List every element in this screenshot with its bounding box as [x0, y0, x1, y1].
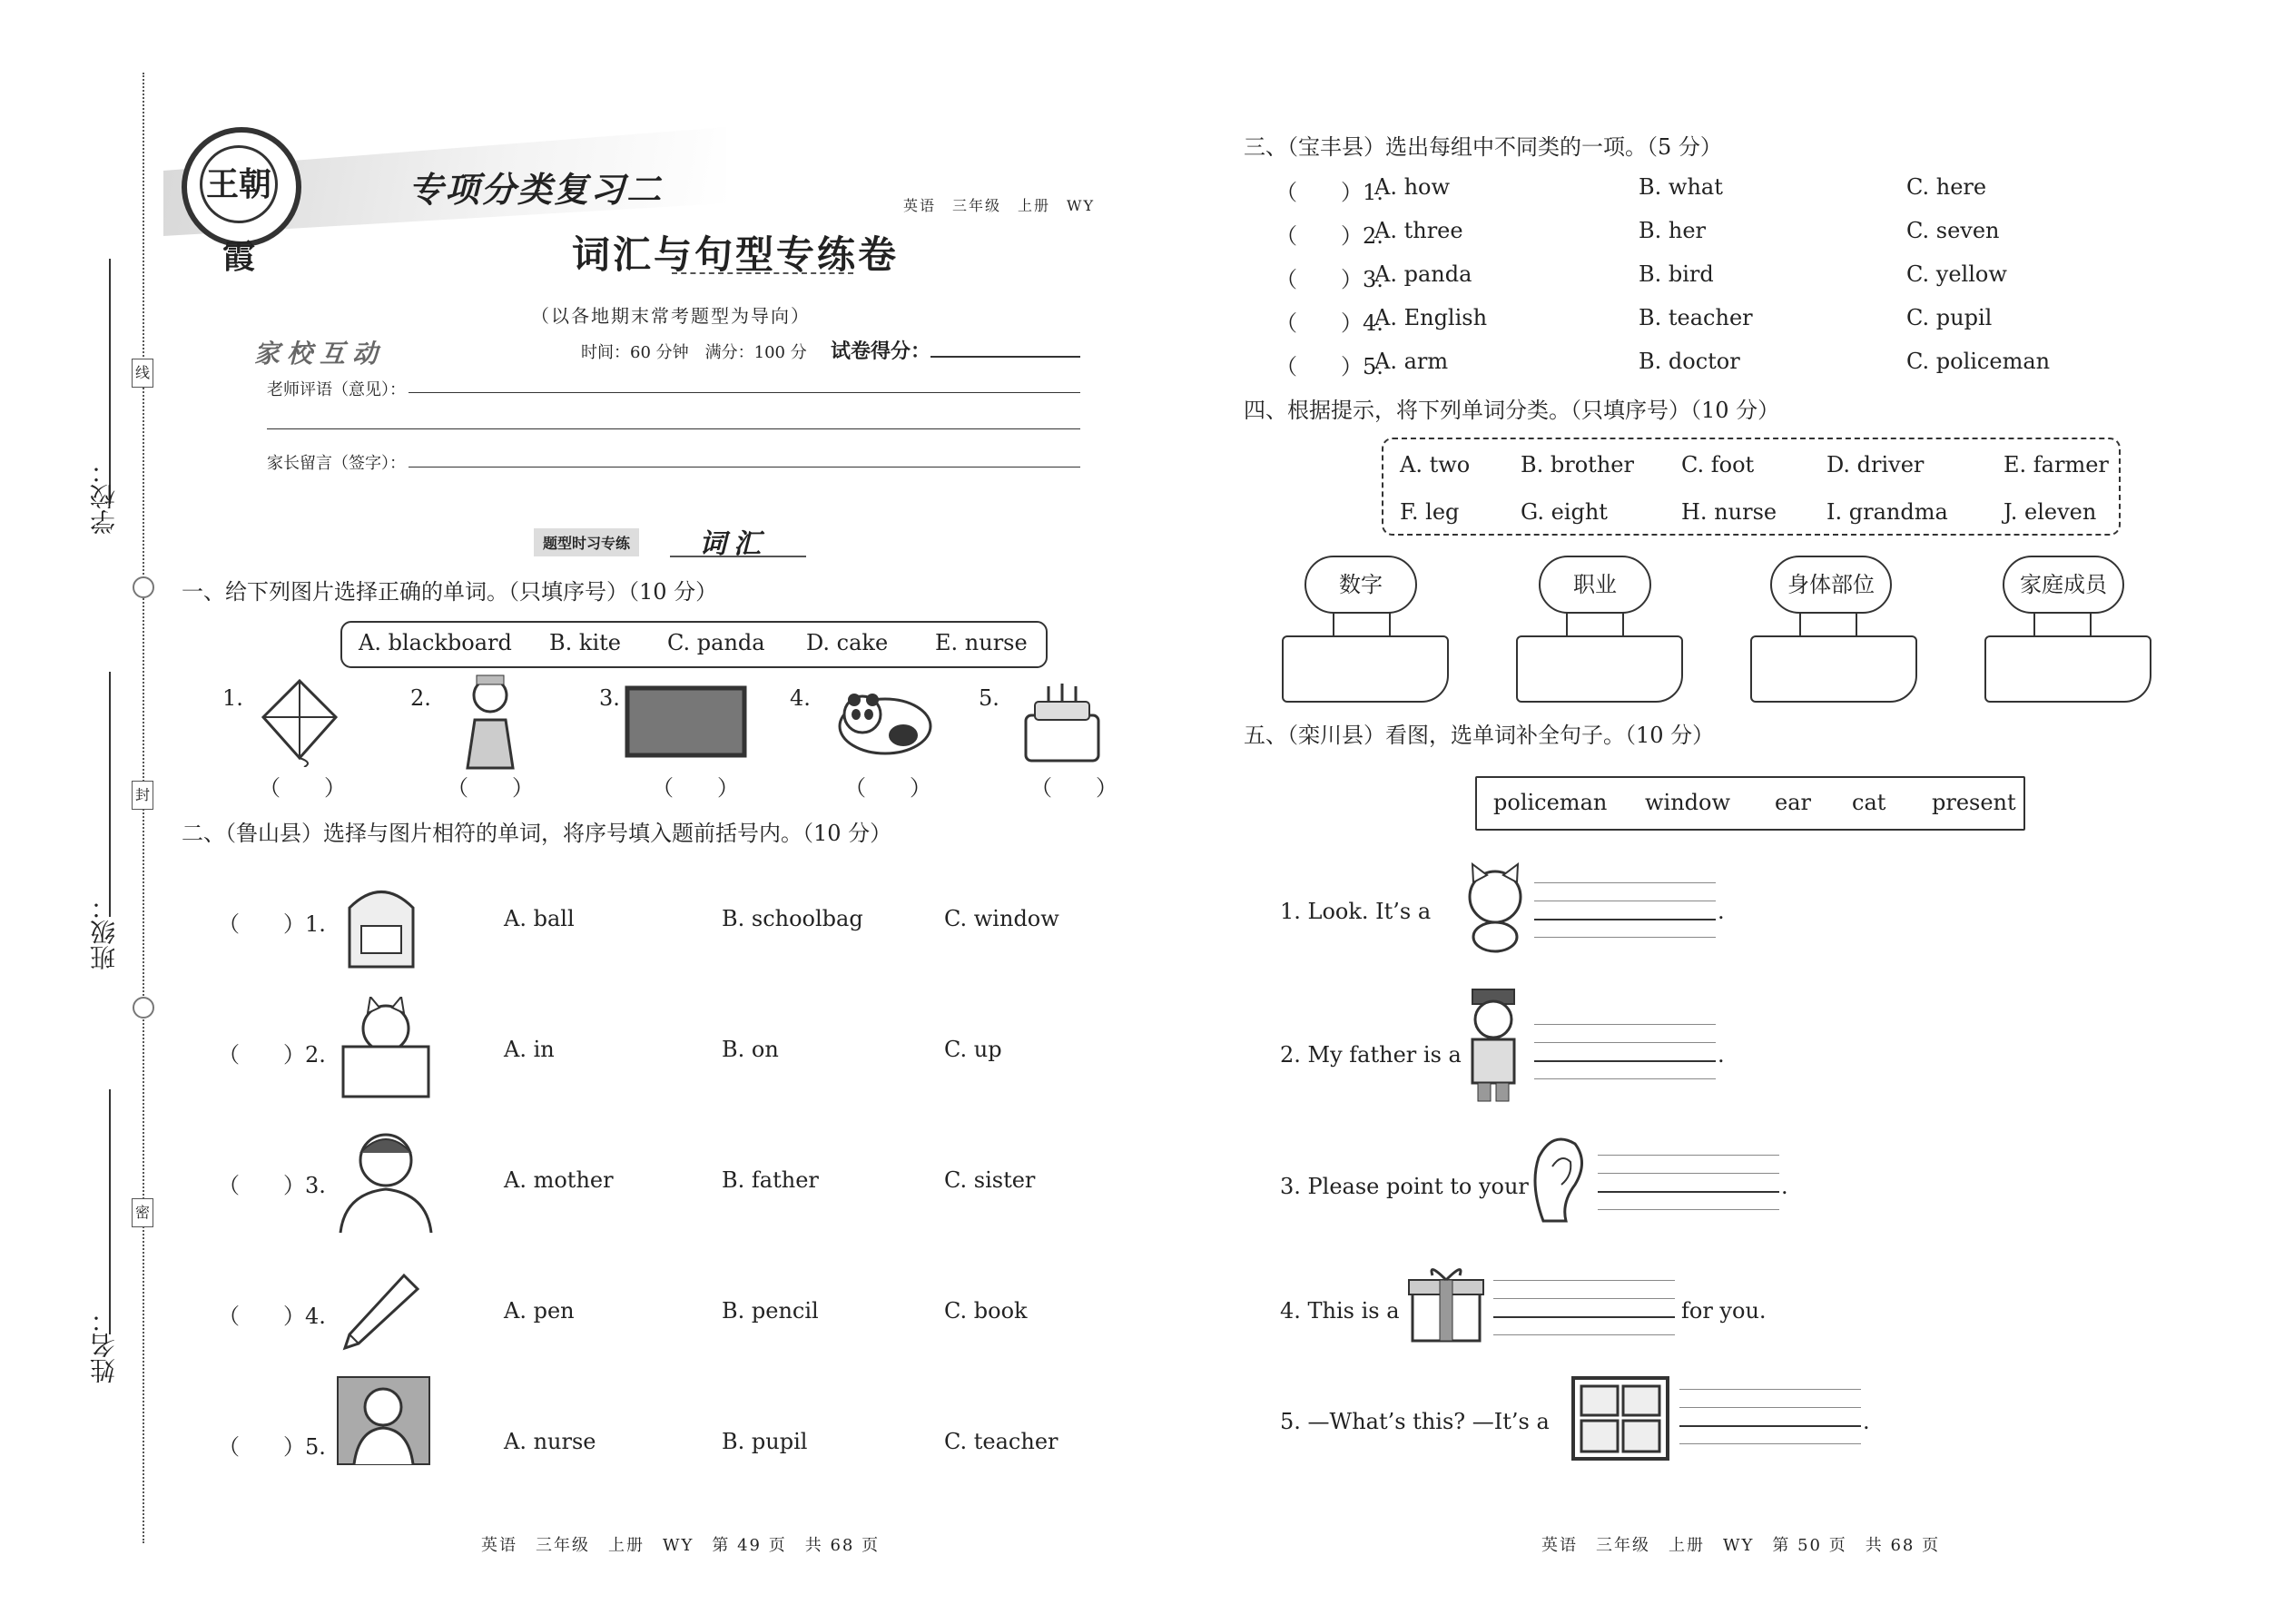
q5-sentence-start: 3. Please point to your	[1280, 1174, 1529, 1199]
q2-item-number[interactable]: （ ）4.	[218, 1304, 326, 1329]
q1-item-number: 1.	[222, 685, 243, 711]
q2-item-number[interactable]: （ ）2.	[218, 1042, 326, 1068]
page-footer-left: 英语 三年级 上册 WY 第 49 页 共 68 页	[481, 1536, 881, 1555]
q1-option: D. cake	[806, 630, 889, 655]
q2-option-a: A. nurse	[504, 1429, 596, 1454]
q3-option-a: A. English	[1374, 305, 1488, 330]
class-write-line	[109, 672, 111, 917]
q3-option-a: A. three	[1374, 218, 1463, 243]
binding-hole-1	[133, 576, 154, 598]
page-footer-right: 英语 三年级 上册 WY 第 50 页 共 68 页	[1541, 1536, 1941, 1555]
q3-option-b: B. what	[1639, 174, 1723, 200]
teacher-picture	[336, 1375, 431, 1466]
title-dash-line	[672, 272, 853, 274]
q3-option-b: B. her	[1639, 218, 1707, 243]
writing-guide-line	[1598, 1209, 1779, 1210]
q4-word: J. eleven	[2004, 499, 2097, 525]
writing-guide-line	[1493, 1280, 1675, 1281]
q4-word: G. eight	[1521, 499, 1608, 525]
writing-guide-line	[1679, 1443, 1861, 1444]
q3-option-c: C. here	[1906, 174, 1987, 200]
writing-guide-line	[1534, 882, 1716, 883]
brand-logo	[182, 127, 301, 276]
q2-option-b: B. on	[722, 1037, 779, 1062]
teacher-comment-line-2[interactable]	[267, 428, 1080, 429]
writing-guide-line	[1534, 937, 1716, 938]
q5-answer-line-3[interactable]	[1598, 1191, 1779, 1193]
q1-option: C. panda	[667, 630, 765, 655]
category-answer-board-1[interactable]	[1282, 635, 1449, 703]
q3-option-c: C. seven	[1906, 218, 2000, 243]
q5-sentence-start: 2. My father is a	[1280, 1042, 1462, 1068]
writing-guide-line	[1598, 1173, 1779, 1174]
window-picture	[1570, 1375, 1670, 1462]
binding-mark-seal: 封	[132, 781, 153, 810]
q2-option-a: A. ball	[504, 906, 575, 931]
category-family-members: 家庭成员	[2003, 556, 2124, 614]
category-answer-board-2[interactable]	[1516, 635, 1683, 703]
q3-option-c: C. policeman	[1906, 349, 2051, 374]
q4-word: H. nurse	[1681, 499, 1777, 525]
q2-option-c: C. teacher	[944, 1429, 1058, 1454]
q5-word: ear	[1775, 790, 1811, 815]
q2-item-number[interactable]: （ ）3.	[218, 1173, 326, 1198]
q5-answer-line-5[interactable]	[1679, 1425, 1861, 1427]
q1-answer-blank-2[interactable]: （ ）	[447, 775, 534, 801]
q3-option-a: A. how	[1374, 174, 1451, 200]
q3-option-b: B. doctor	[1639, 349, 1740, 374]
q1-option: B. kite	[549, 630, 621, 655]
q3-item-number[interactable]: （ ）4.	[1275, 310, 1383, 336]
q3-item-number[interactable]: （ ）1.	[1275, 180, 1383, 205]
cake-picture	[1017, 679, 1108, 765]
section-arrow	[670, 556, 806, 557]
writing-guide-line	[1534, 1078, 1716, 1079]
present-picture	[1405, 1262, 1487, 1343]
binding-mark-secret: 密	[132, 1198, 153, 1227]
q5-word: policeman	[1493, 790, 1608, 815]
q2-option-a: A. pen	[504, 1298, 575, 1324]
parent-comment-line[interactable]	[409, 467, 1080, 468]
q2-option-b: B. pencil	[722, 1298, 819, 1324]
q2-option-c: C. up	[944, 1037, 1002, 1062]
q4-word: A. two	[1400, 452, 1471, 477]
writing-guide-line	[1598, 1155, 1779, 1156]
q5-answer-line-1[interactable]	[1534, 919, 1716, 920]
binding-mark-line: 线	[132, 359, 153, 388]
q3-item-number[interactable]: （ ）2.	[1275, 223, 1383, 249]
q2-option-b: B. father	[722, 1167, 819, 1193]
q4-word: C. foot	[1681, 452, 1755, 477]
writing-guide-line	[1493, 1298, 1675, 1299]
q2-option-c: C. sister	[944, 1167, 1036, 1193]
name-write-line	[109, 1089, 111, 1334]
man-picture	[336, 1126, 436, 1235]
q5-word: window	[1645, 790, 1731, 815]
q1-item-number: 3.	[599, 685, 620, 711]
main-title: 词汇与句型专练卷	[572, 232, 900, 277]
pencil-picture	[340, 1271, 422, 1353]
q5-sentence-start: 5. —What’s this? —It’s a	[1280, 1409, 1550, 1434]
q3-item-number[interactable]: （ ）5.	[1275, 354, 1383, 379]
q3-item-number[interactable]: （ ）3.	[1275, 267, 1383, 292]
writing-guide-line	[1534, 1042, 1716, 1043]
school-label: 学校：	[89, 458, 119, 535]
q1-item-number: 4.	[790, 685, 811, 711]
q3-option-b: B. teacher	[1639, 305, 1753, 330]
panda-picture	[822, 685, 940, 758]
home-school-interaction: 家校互动	[254, 339, 386, 369]
score-blank[interactable]	[930, 356, 1080, 358]
policeman-picture	[1462, 985, 1525, 1103]
q3-heading: 三、（宝丰县）选出每组中不同类的一项。（5 分）	[1244, 134, 1722, 160]
q2-option-a: A. in	[504, 1037, 555, 1062]
category-jobs: 职业	[1539, 556, 1651, 614]
name-label: 姓名：	[89, 1307, 119, 1383]
q1-answer-blank-5[interactable]: （ ）	[1030, 775, 1117, 801]
q5-sentence-end: for you.	[1681, 1298, 1767, 1324]
q2-option-b: B. schoolbag	[722, 906, 863, 931]
q3-option-b: B. bird	[1639, 261, 1714, 287]
q4-word: I. grandma	[1826, 499, 1948, 525]
binding-hole-2	[133, 997, 154, 1019]
q4-heading: 四、根据提示，将下列单词分类。（只填序号）（10 分）	[1244, 398, 1780, 423]
time-and-points: 时间：60 分钟 满分：100 分	[581, 343, 807, 362]
teacher-comment-line-1[interactable]	[409, 392, 1080, 393]
q1-item-number: 2.	[410, 685, 431, 711]
q5-word: cat	[1852, 790, 1886, 815]
q5-word: present	[1932, 790, 2016, 815]
q1-answer-blank-4[interactable]: （ ）	[844, 775, 931, 801]
q5-sentence-start: 1. Look. It’s a	[1280, 899, 1432, 924]
category-numbers: 数字	[1305, 556, 1417, 614]
q3-option-c: C. yellow	[1906, 261, 2007, 287]
q5-sentence-start: 4. This is a	[1280, 1298, 1400, 1324]
q4-word: E. farmer	[2004, 452, 2109, 477]
q5-answer-line-2[interactable]	[1534, 1060, 1716, 1062]
schoolbag-picture	[336, 876, 427, 976]
q2-option-c: C. book	[944, 1298, 1028, 1324]
q5-sentence-end: .	[1863, 1409, 1870, 1434]
q5-heading: 五、（栾川县）看图，选单词补全句子。（10 分）	[1244, 723, 1715, 748]
q2-option-a: A. mother	[504, 1167, 614, 1193]
q1-answer-blank-3[interactable]: （ ）	[652, 775, 739, 801]
class-label: 班级：	[89, 894, 119, 970]
series-title: 专项分类复习二	[409, 169, 664, 210]
q3-option-c: C. pupil	[1906, 305, 1993, 330]
writing-guide-line	[1679, 1389, 1861, 1390]
brand-logo-text: 王朝霞	[200, 145, 278, 223]
q5-sentence-end: .	[1781, 1174, 1788, 1199]
writing-guide-line	[1679, 1407, 1861, 1408]
nurse-picture	[449, 670, 531, 770]
writing-guide-line	[1493, 1334, 1675, 1335]
q2-option-c: C. window	[944, 906, 1059, 931]
score-label: 试卷得分：	[831, 340, 931, 363]
writing-guide-line	[1534, 1024, 1716, 1025]
parent-comment-label: 家长留言（签字）：	[267, 454, 406, 473]
subtitle: （以各地期末常考题型为导向）	[531, 305, 811, 327]
section-tag: 题型时习专练	[534, 528, 639, 556]
q3-option-a: A. arm	[1374, 349, 1449, 374]
q3-option-a: A. panda	[1374, 261, 1472, 287]
kite-picture	[250, 676, 350, 767]
q1-item-number: 5.	[979, 685, 999, 711]
teacher-comment-label: 老师评语（意见）：	[267, 380, 406, 399]
q1-option: A. blackboard	[359, 630, 512, 655]
q2-heading: 二、（鲁山县）选择与图片相符的单词，将序号填入题前括号内。（10 分）	[182, 821, 892, 846]
q1-heading: 一、给下列图片选择正确的单词。（只填序号）（10 分）	[182, 579, 718, 605]
q4-word: D. driver	[1826, 452, 1925, 477]
tagline: 英语 三年级 上册 WY	[903, 197, 1096, 214]
cat-in-box-picture	[336, 997, 436, 1101]
q1-answer-blank-1[interactable]: （ ）	[259, 775, 346, 801]
cat-picture	[1460, 862, 1531, 953]
q5-sentence-end: .	[1718, 899, 1725, 924]
ear-picture	[1525, 1130, 1589, 1230]
q4-word: B. brother	[1521, 452, 1634, 477]
q5-answer-line-4[interactable]	[1493, 1316, 1675, 1318]
q2-item-number[interactable]: （ ）5.	[218, 1434, 326, 1460]
q5-sentence-end: .	[1718, 1042, 1725, 1068]
section-title-vocabulary: 词汇	[699, 528, 768, 560]
blackboard-picture	[625, 685, 747, 758]
q2-item-number[interactable]: （ ）1.	[218, 911, 326, 937]
category-answer-board-3[interactable]	[1750, 635, 1917, 703]
q4-word: F. leg	[1400, 499, 1460, 525]
category-answer-board-4[interactable]	[1984, 635, 2151, 703]
q1-option: E. nurse	[935, 630, 1028, 655]
category-body-parts: 身体部位	[1770, 556, 1892, 614]
q2-option-b: B. pupil	[722, 1429, 808, 1454]
